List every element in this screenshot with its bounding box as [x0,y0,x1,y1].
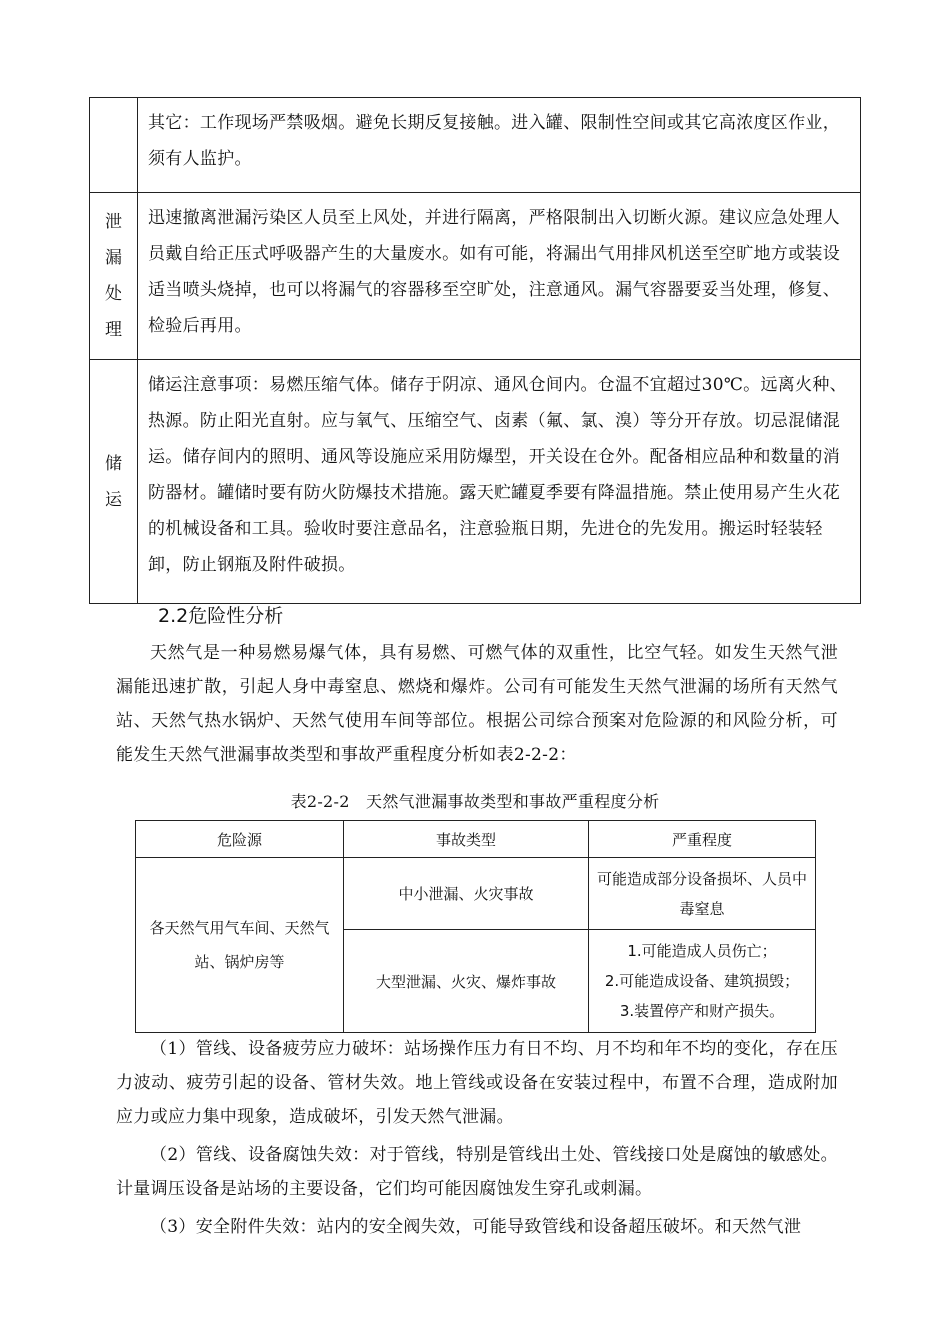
risk-analysis-table [135,820,816,1033]
accident-type-cell: 中小泄漏、火灾事故 [344,858,589,930]
severity-line: 1.可能造成人员伤亡； [627,942,777,960]
table-caption: 表2-2-2 天然气泄漏事故类型和事故严重程度分析 [290,792,660,811]
header-severity: 严重程度 [589,821,816,858]
hazard-source-cell: 各天然气用气车间、天然气站、锅炉房等 [136,858,344,1033]
severity-line: 3.装置停产和财产损失。 [619,1002,785,1020]
header-hazard-source: 危险源 [136,821,344,858]
header-accident-type: 事故类型 [344,821,589,858]
severity-cell: 可能造成部分设备损坏、人员中毒窒息 [589,858,816,930]
row-label-storage-transport: 储 运 [90,360,138,604]
row-content: 迅速撤离泄漏污染区人员至上风处，并进行隔离，严格限制出入切断火源。建议应急处理人员戴自给正压式呼吸器产生的大量废水。如有可能，将漏出气用排风机送至空旷地方或装设适当喷头烧掉，也可以将漏气的容器移至空旷处，注意通风。漏气容器要妥当处理，修复、检验后再用。 [138,193,861,360]
severity-line: 2.可能造成设备、建筑损毁； [604,972,800,990]
table-header-row [136,821,816,858]
table-row [136,858,816,930]
row-label-leak-handling: 泄 漏 处 理 [90,193,138,360]
body-paragraph: （2）管线、设备腐蚀失效：对于管线，特别是管线出土处、管线接口处是腐蚀的敏感处。计量调压设备是站场的主要设备，它们均可能因腐蚀发生穿孔或刺漏。 [116,1145,838,1199]
row-label [90,98,138,193]
row-content: 储运注意事项：易燃压缩气体。储存于阴凉、通风仓间内。仓温不宜超过30℃。远离火种、热源。防止阳光直射。应与氧气、压缩空气、卤素（氟、氯、溴）等分开存放。切忌混储混运。储存间内的照明、通风等设施应采用防爆型，开关设在仓外。配备相应品种和数量的消防器材。罐储时要有防火防爆技术措施。露天贮罐夏季要有降温措施。禁止使用易产生火花的机械设备和工具。验收时要注意品名，注意验瓶日期，先进仓的先发用。搬运时轻装轻卸，防止钢瓶及附件破损。 [138,360,861,604]
table-row [90,193,861,360]
section-title: 2.2危险性分析 [158,605,284,627]
safety-measures-table [89,97,861,604]
body-paragraph: （3）安全附件失效：站内的安全阀失效，可能导致管线和设备超压破坏。和天然气泄 [150,1217,802,1237]
intro-paragraph: 天然气是一种易燃易爆气体，具有易燃、可燃气体的双重性，比空气轻。如发生天然气泄漏能迅速扩散，引起人身中毒窒息、燃烧和爆炸。公司有可能发生天然气泄漏的场所有天然气站、天然气热水锅炉、天然气使用车间等部位。根据公司综合预案对危险源的和风险分析，可能发生天然气泄漏事故类型和事故严重程度分析如表2-2-2： [116,643,838,765]
row-content: 其它：工作现场严禁吸烟。避免长期反复接触。进入罐、限制性空间或其它高浓度区作业，须有人监护。 [138,98,861,193]
table-row [90,98,861,193]
severity-cell [589,930,816,1033]
table-row [90,360,861,604]
body-paragraph: （1）管线、设备疲劳应力破坏：站场操作压力有日不均、月不均和年不均的变化，存在压力波动、疲劳引起的设备、管材失效。地上管线或设备在安装过程中，布置不合理，造成附加应力或应力集中现象，造成破坏，引发天然气泄漏。 [116,1039,838,1127]
accident-type-cell: 大型泄漏、火灾、爆炸事故 [344,930,589,1033]
